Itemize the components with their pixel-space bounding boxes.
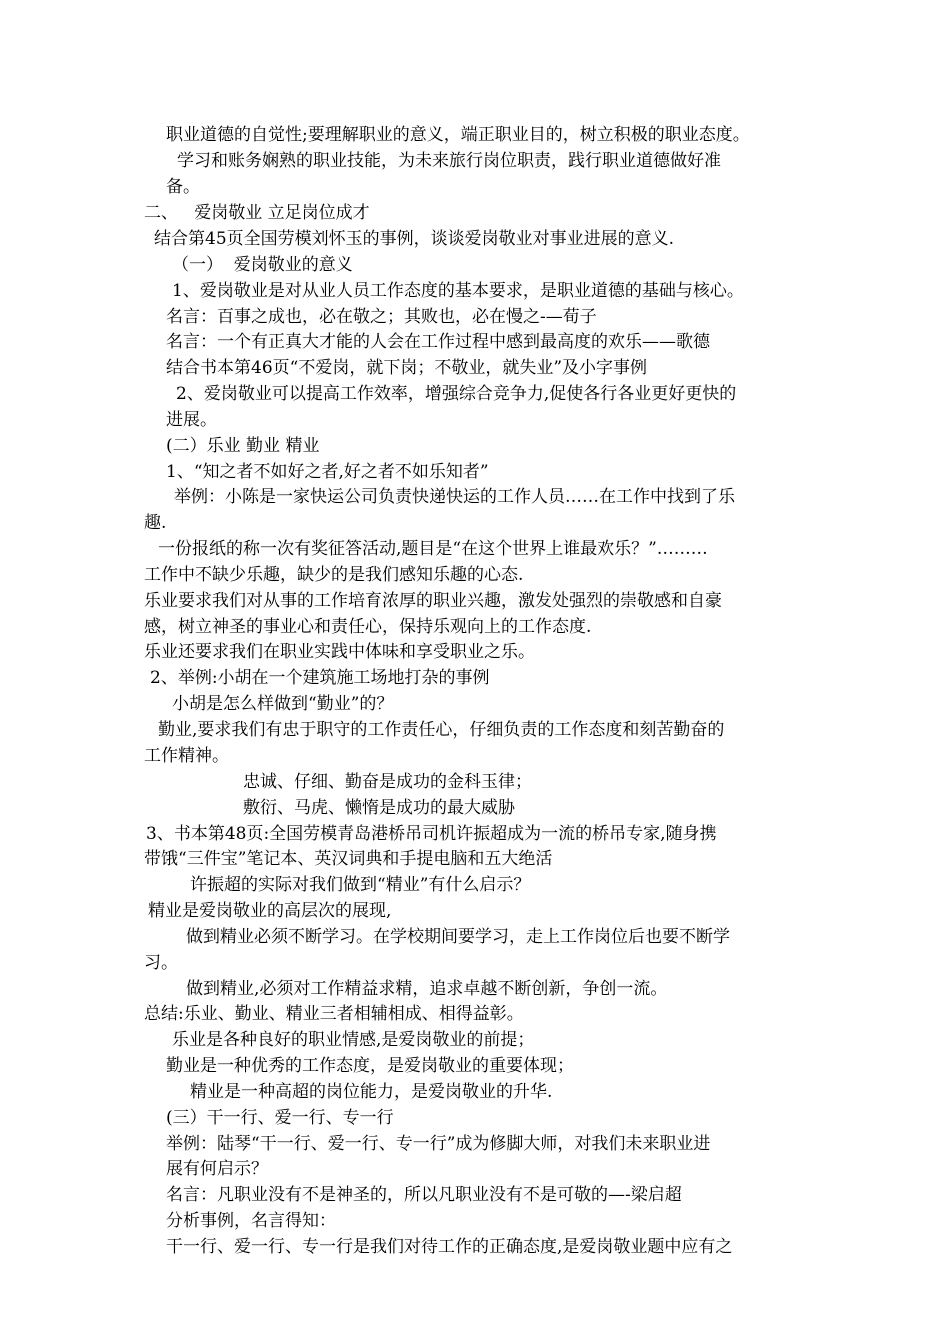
text-line: 精业是一种高超的岗位能力，是爱岗敬业的升华. — [190, 1082, 553, 1102]
subsection-heading: （一） 爱岗敬业的意义 — [172, 255, 353, 275]
text-line: 名言：百事之成也，必在敬之；其败也，必在慢之-—荀子 — [166, 307, 597, 327]
text-line: 举例：小陈是一家快运公司负责快递快运的工作人员……在工作中找到了乐 — [174, 487, 735, 507]
text-line: 乐业要求我们对从事的工作培育浓厚的职业兴趣，激发处强烈的崇敬感和自豪 — [144, 591, 722, 611]
subsection-heading: (二）乐业 勤业 精业 — [166, 436, 320, 456]
text-line: 趣. — [144, 513, 167, 533]
text-line: 做到精业必须不断学习。在学校期间要学习，走上工作岗位后也要不断学 — [186, 927, 730, 947]
text-line: 名言：凡职业没有不是神圣的，所以凡职业没有不是可敬的—-梁启超 — [166, 1185, 682, 1205]
text-line: 带饿“三件宝”笔记本、英汉词典和手提电脑和五大绝活 — [144, 849, 553, 869]
text-line: 乐业还要求我们在职业实践中体味和享受职业之乐。 — [144, 642, 535, 662]
text-line: 勤业是一种优秀的工作态度，是爱岗敬业的重要体现； — [166, 1056, 574, 1076]
text-line: 分析事例，名言得知： — [166, 1211, 336, 1231]
text-line: 做到精业,必须对工作精益求精，追求卓越不断创新，争创一流。 — [186, 979, 668, 999]
section-heading: 二、 爱岗敬业 立足岗位成才 — [144, 203, 370, 223]
text-line: 2、爱岗敬业可以提高工作效率，增强综合竞争力,促使各行各业更好更快的 — [176, 384, 737, 404]
text-line: 1、“知之者不如好之者,好之者不如乐知者” — [166, 462, 489, 482]
text-line: 精业是爱岗敬业的高层次的展现, — [148, 901, 392, 921]
text-line: 工作精神。 — [144, 746, 229, 766]
text-line: 小胡是怎么样做到“勤业”的？ — [172, 694, 394, 714]
text-line: 结合第45页全国劳模刘怀玉的事例，谈谈爱岗敬业对事业进展的意义. — [154, 229, 675, 249]
text-line: 工作中不缺少乐趣，缺少的是我们感知乐趣的心态. — [144, 565, 524, 585]
text-line: 勤业,要求我们有忠于职守的工作责任心，仔细负责的工作态度和刻苦勤奋的 — [158, 720, 725, 740]
text-line: 3、书本第48页:全国劳模青岛港桥吊司机许振超成为一流的桥吊专家,随身携 — [146, 824, 717, 844]
text-line: 忠诚、仔细、勤奋是成功的金科玉律； — [243, 772, 532, 792]
text-line: 总结:乐业、勤业、精业三者相辅相成、相得益彰。 — [144, 1004, 524, 1024]
text-line: 感，树立神圣的事业心和责任心，保持乐观向上的工作态度. — [144, 617, 592, 637]
text-line: 敷衍、马虎、懒惰是成功的最大威胁 — [243, 798, 515, 818]
text-line: 名言：一个有正真大才能的人会在工作过程中感到最高度的欢乐——歌德 — [166, 332, 710, 352]
text-line: 乐业是各种良好的职业情感,是爱岗敬业的前提； — [172, 1030, 535, 1050]
text-line: 许振超的实际对我们做到“精业”有什么启示？ — [190, 875, 531, 895]
text-line: 举例：陆琴“干一行、爱一行、专一行”成为修脚大师，对我们未来职业进 — [166, 1134, 711, 1154]
text-line: 1、爱岗敬业是对从业人员工作态度的基本要求，是职业道德的基础与核心。 — [172, 281, 744, 301]
text-line: 进展。 — [166, 410, 217, 430]
subsection-heading: (三）干一行、爱一行、专一行 — [166, 1108, 394, 1128]
text-line: 2、举例:小胡在一个建筑施工场地打杂的事例 — [150, 668, 490, 688]
text-line: 干一行、爱一行、专一行是我们对待工作的正确态度,是爱岗敬业题中应有之 — [166, 1237, 733, 1257]
text-line: 结合书本第46页“不爱岗，就下岗；不敬业，就失业”及小字事例 — [166, 358, 648, 378]
text-line: 习。 — [144, 953, 178, 973]
text-line: 备。 — [166, 177, 200, 197]
text-line: 职业道德的自觉性;要理解职业的意义，端正职业目的，树立积极的职业态度。 — [166, 125, 750, 145]
text-line: 展有何启示？ — [166, 1159, 268, 1179]
text-line: 学习和账务娴熟的职业技能，为未来旅行岗位职责，践行职业道德做好准 — [177, 151, 721, 171]
text-line: 一份报纸的称一次有奖征答活动,题目是“在这个世界上谁最欢乐？”……… — [158, 539, 708, 559]
